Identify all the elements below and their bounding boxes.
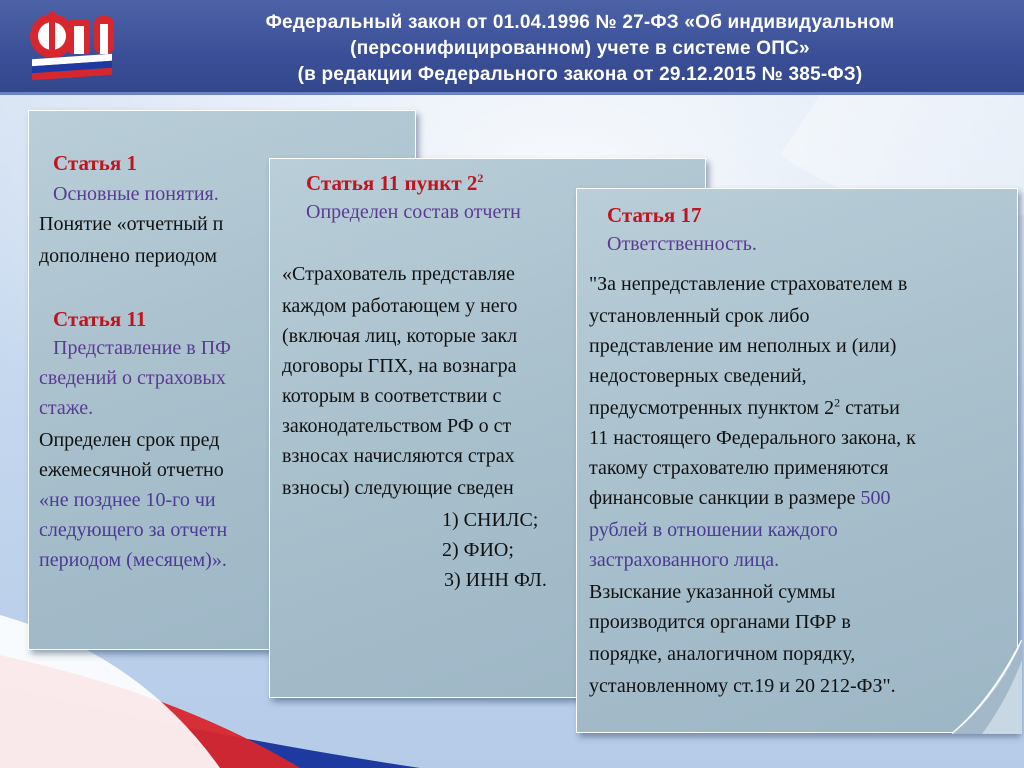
card2-line-5: которым в соответствии с xyxy=(282,385,502,407)
card3-subheading: Ответственность. xyxy=(607,233,757,255)
card2-heading xyxy=(306,171,483,196)
card1-quote-a: «не позднее 10-го чи xyxy=(39,489,216,511)
card3-line-11: Взыскание указанной суммы xyxy=(589,581,836,603)
card3-line-6: 11 настоящего Федерального закона, к xyxy=(589,427,916,449)
card2-line-8: взносы) следующие сведен xyxy=(282,477,514,499)
card2-line-1: «Страхователь представляе xyxy=(282,263,515,285)
card2-heading-sup: 2 xyxy=(477,171,484,185)
card3-line-7: такому страхователю применяются xyxy=(589,457,889,479)
pfr-logo-icon xyxy=(22,6,120,84)
header-band xyxy=(0,0,1024,95)
card1-quote-c: периодом (месяцем)». xyxy=(39,549,227,571)
card2-line-7: взносах начисляются страх xyxy=(282,445,515,467)
card3-line-10: застрахованного лица. xyxy=(589,549,780,571)
card1-subheading-2b: сведений о страховых xyxy=(39,367,226,389)
card1-text-1b: дополнено периодом xyxy=(39,245,218,267)
card3-line-8-pre: финансовые санкции в размере xyxy=(589,487,861,509)
card2-line-6: законодательством РФ о ст xyxy=(282,415,512,437)
card2-line-4: договоры ГПХ, на вознагра xyxy=(282,355,517,377)
card2-item-2: 2) ФИО; xyxy=(442,539,514,561)
title-line-1: Федеральный закон от 01.04.1996 № 27-ФЗ «Об индивидуальном xyxy=(265,12,895,33)
card3-line-13: порядке, аналогичном порядку, xyxy=(589,643,856,665)
card1-subheading-2c: стаже. xyxy=(39,397,94,419)
page-title xyxy=(150,10,1010,88)
card3-line-14: установленному ст.19 и 20 212-ФЗ". xyxy=(589,675,896,697)
card2-item-3: 3) ИНН ФЛ. xyxy=(444,569,547,591)
title-line-3: (в редакции Федерального закона от 29.12.2015 № 385-ФЗ) xyxy=(297,64,863,85)
card1-heading-2: Статья 11 xyxy=(53,307,147,331)
card2-item-1: 1) СНИЛС; xyxy=(442,509,539,531)
card1-text-2a: Определен срок пред xyxy=(39,429,220,451)
card3-line-3: представление им неполных и (или) xyxy=(589,335,897,357)
card3-line-5-post: статьи xyxy=(840,397,900,419)
page-curl-icon xyxy=(952,640,1022,734)
card2-heading-text: Статья 11 пункт 2 xyxy=(306,171,478,195)
card3-heading: Статья 17 xyxy=(607,203,702,227)
card3-line-2: установленный срок либо xyxy=(589,305,810,327)
card3-line-1: "За непредставление страхователем в xyxy=(589,273,908,295)
card3-line-4: недостоверных сведений, xyxy=(589,365,807,387)
card2-subheading: Определен состав отчетн xyxy=(306,201,521,223)
card3-line-9: рублей в отношении каждого xyxy=(589,519,838,541)
card3-line-8 xyxy=(589,487,890,510)
card1-subheading-1: Основные понятия. xyxy=(53,183,219,205)
title-line-2: (персонифицированном) учете в системе ОПС» xyxy=(350,38,810,59)
card2-line-3: (включая лиц, которые закл xyxy=(282,325,518,347)
card3-line-5-sup: 2 xyxy=(834,395,841,410)
card3-line-12: производится органами ПФР в xyxy=(589,611,851,633)
card1-heading-1: Статья 1 xyxy=(53,151,137,175)
card1-text-1a: Понятие «отчетный п xyxy=(39,213,224,235)
card3-line-5 xyxy=(589,397,900,420)
card1-quote-b: следующего за отчетн xyxy=(39,519,228,541)
card3-line-5-pre: предусмотренных пунктом 2 xyxy=(589,397,835,419)
card3-line-8-amount: 500 xyxy=(860,487,891,509)
card1-text-2b: ежемесячной отчетно xyxy=(39,459,224,481)
card1-subheading-2a: Представление в ПФ xyxy=(53,337,231,359)
card2-line-2: каждом работающем у него xyxy=(282,295,518,317)
